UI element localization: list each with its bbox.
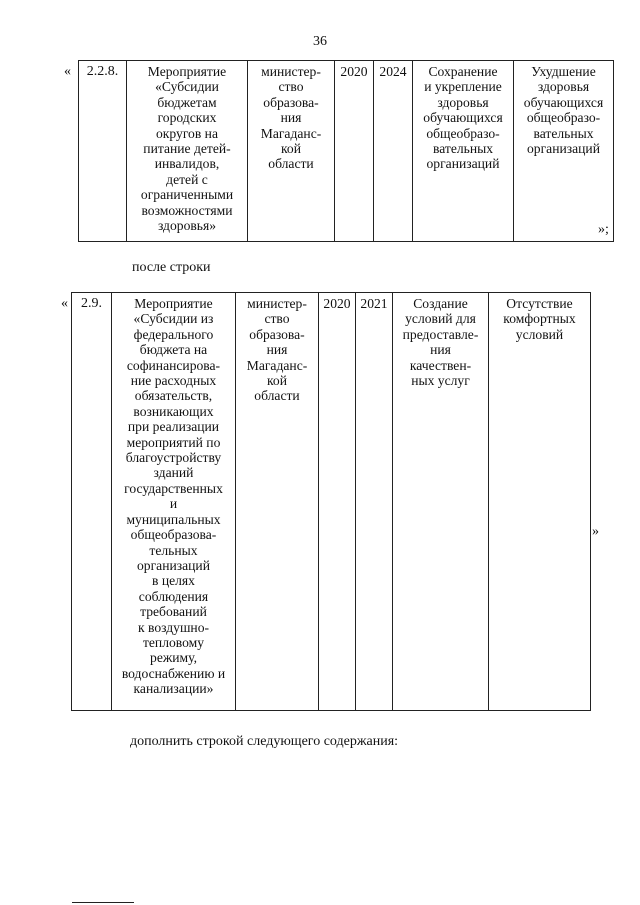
executor-cell: министер- ство образова- ния Магаданс- кой области	[248, 61, 335, 242]
consequence-cell: Отсутствие комфортных условий	[489, 293, 591, 711]
close-quote-2: »	[592, 524, 599, 539]
year-start-cell: 2020	[319, 293, 356, 711]
after-row-text: после строки	[132, 260, 211, 275]
close-quote-1: »;	[598, 222, 609, 237]
event-cell: Мероприятие «Субсидии из федерального бюджета на софинансирова- ние расходных обязательств, возникающих при реализации мероприятий по благоустройству зданий государственных и муниципальных общеобразова- тельных организаций в целях соблюдения требований к воздушно- тепловому режиму, водоснабжению и канализации»	[112, 293, 236, 711]
executor-cell: министер- ство образова- ния Магаданс- кой области	[236, 293, 319, 711]
year-end-cell: 2024	[374, 61, 413, 242]
footnote-divider	[72, 902, 134, 903]
row-number: 2.9.	[72, 293, 112, 711]
table-row-2-9	[71, 292, 591, 711]
expected-result-cell: Создание условий для предоставле- ния качествен- ных услуг	[393, 293, 489, 711]
supplement-text: дополнить строкой следующего содержания:	[130, 734, 399, 749]
year-start-cell: 2020	[335, 61, 374, 242]
event-cell: Мероприятие «Субсидии бюджетам городских округов на питание детей- инвалидов, детей с ограниченными возможностями здоровья»	[127, 61, 248, 242]
open-quote-1: «	[64, 64, 71, 79]
row-number: 2.2.8.	[79, 61, 127, 242]
consequence-cell: Ухудшение здоровья обучающихся общеобразо- вательных организаций	[514, 61, 614, 242]
expected-result-cell: Сохранение и укрепление здоровья обучающихся общеобразо- вательных организаций	[413, 61, 514, 242]
page-number: 36	[313, 34, 327, 49]
table-row-2-2-8	[78, 60, 614, 242]
open-quote-2: «	[61, 296, 68, 311]
year-end-cell: 2021	[356, 293, 393, 711]
